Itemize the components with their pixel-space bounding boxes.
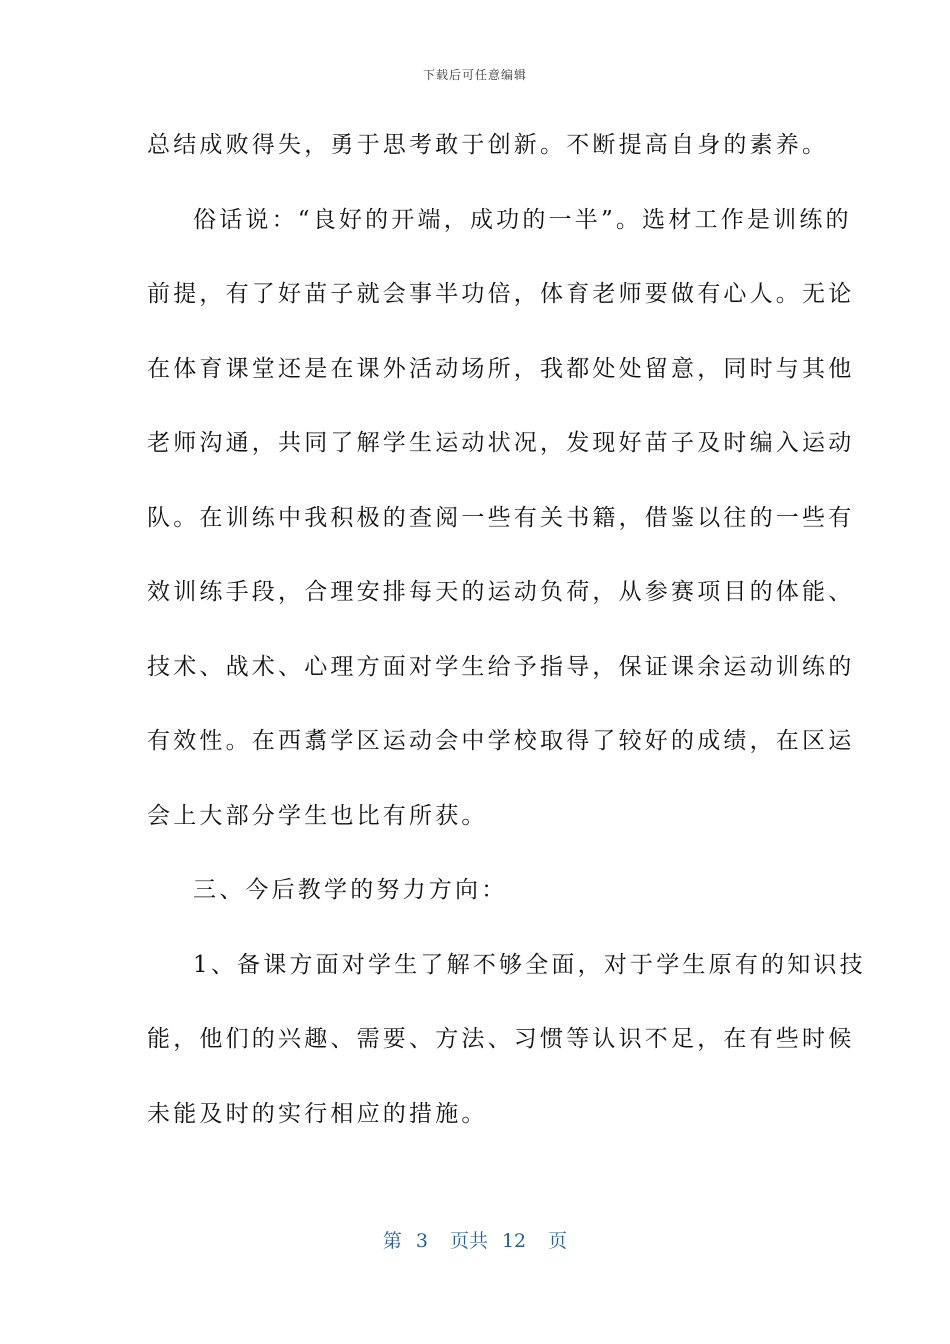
- text-line: 老师沟通，共同了解学生运动状况，发现好苗子及时编入运动: [147, 430, 855, 456]
- text-line: 有效性。在西翥学区运动会中学校取得了较好的成绩，在区运: [147, 728, 855, 754]
- document-body: [147, 120, 866, 1163]
- page-mid: 页共: [449, 1230, 488, 1252]
- text-line: 会上大部分学生也比有所获。: [147, 802, 488, 829]
- text-line: 总结成败得失，勇于思考敢于创新。不断提高自身的素养。: [147, 132, 829, 158]
- text-line: 队。在训练中我积极的查阅一些有关书籍，借鉴以往的一些有: [147, 504, 855, 531]
- page-prefix: 第: [382, 1230, 402, 1252]
- text-line: 1、备课方面对学生了解不够全面，对于学生原有的知识技: [193, 951, 866, 978]
- text-line: 技术、战术、心理方面对学生给予指导，保证课余运动训练的: [147, 653, 855, 680]
- text-line: 效训练手段，合理安排每天的运动负荷，从参赛项目的体能、: [147, 579, 855, 605]
- header-note: 下载后可任意编辑: [422, 68, 527, 82]
- text-line: 前提，有了好苗子就会事半功倍，体育老师要做有心人。无论: [147, 281, 855, 307]
- page-footer: [0, 1226, 950, 1253]
- text-line: 俗话说：“良好的开端，成功的一半”。选材工作是训练的: [193, 206, 852, 233]
- text-line: 能，他们的兴趣、需要、方法、习惯等认识不足，在有些时候: [147, 1026, 855, 1052]
- total-pages-number: 12: [501, 1230, 527, 1252]
- page-suffix: 页: [548, 1230, 568, 1252]
- current-page-number: 3: [415, 1230, 428, 1252]
- section-heading: 三、今后教学的努力方向：: [193, 877, 508, 903]
- text-line: 未能及时的实行相应的措施。: [147, 1100, 488, 1127]
- text-line: 在体育课堂还是在课外活动场所，我都处处留意，同时与其他: [147, 355, 855, 382]
